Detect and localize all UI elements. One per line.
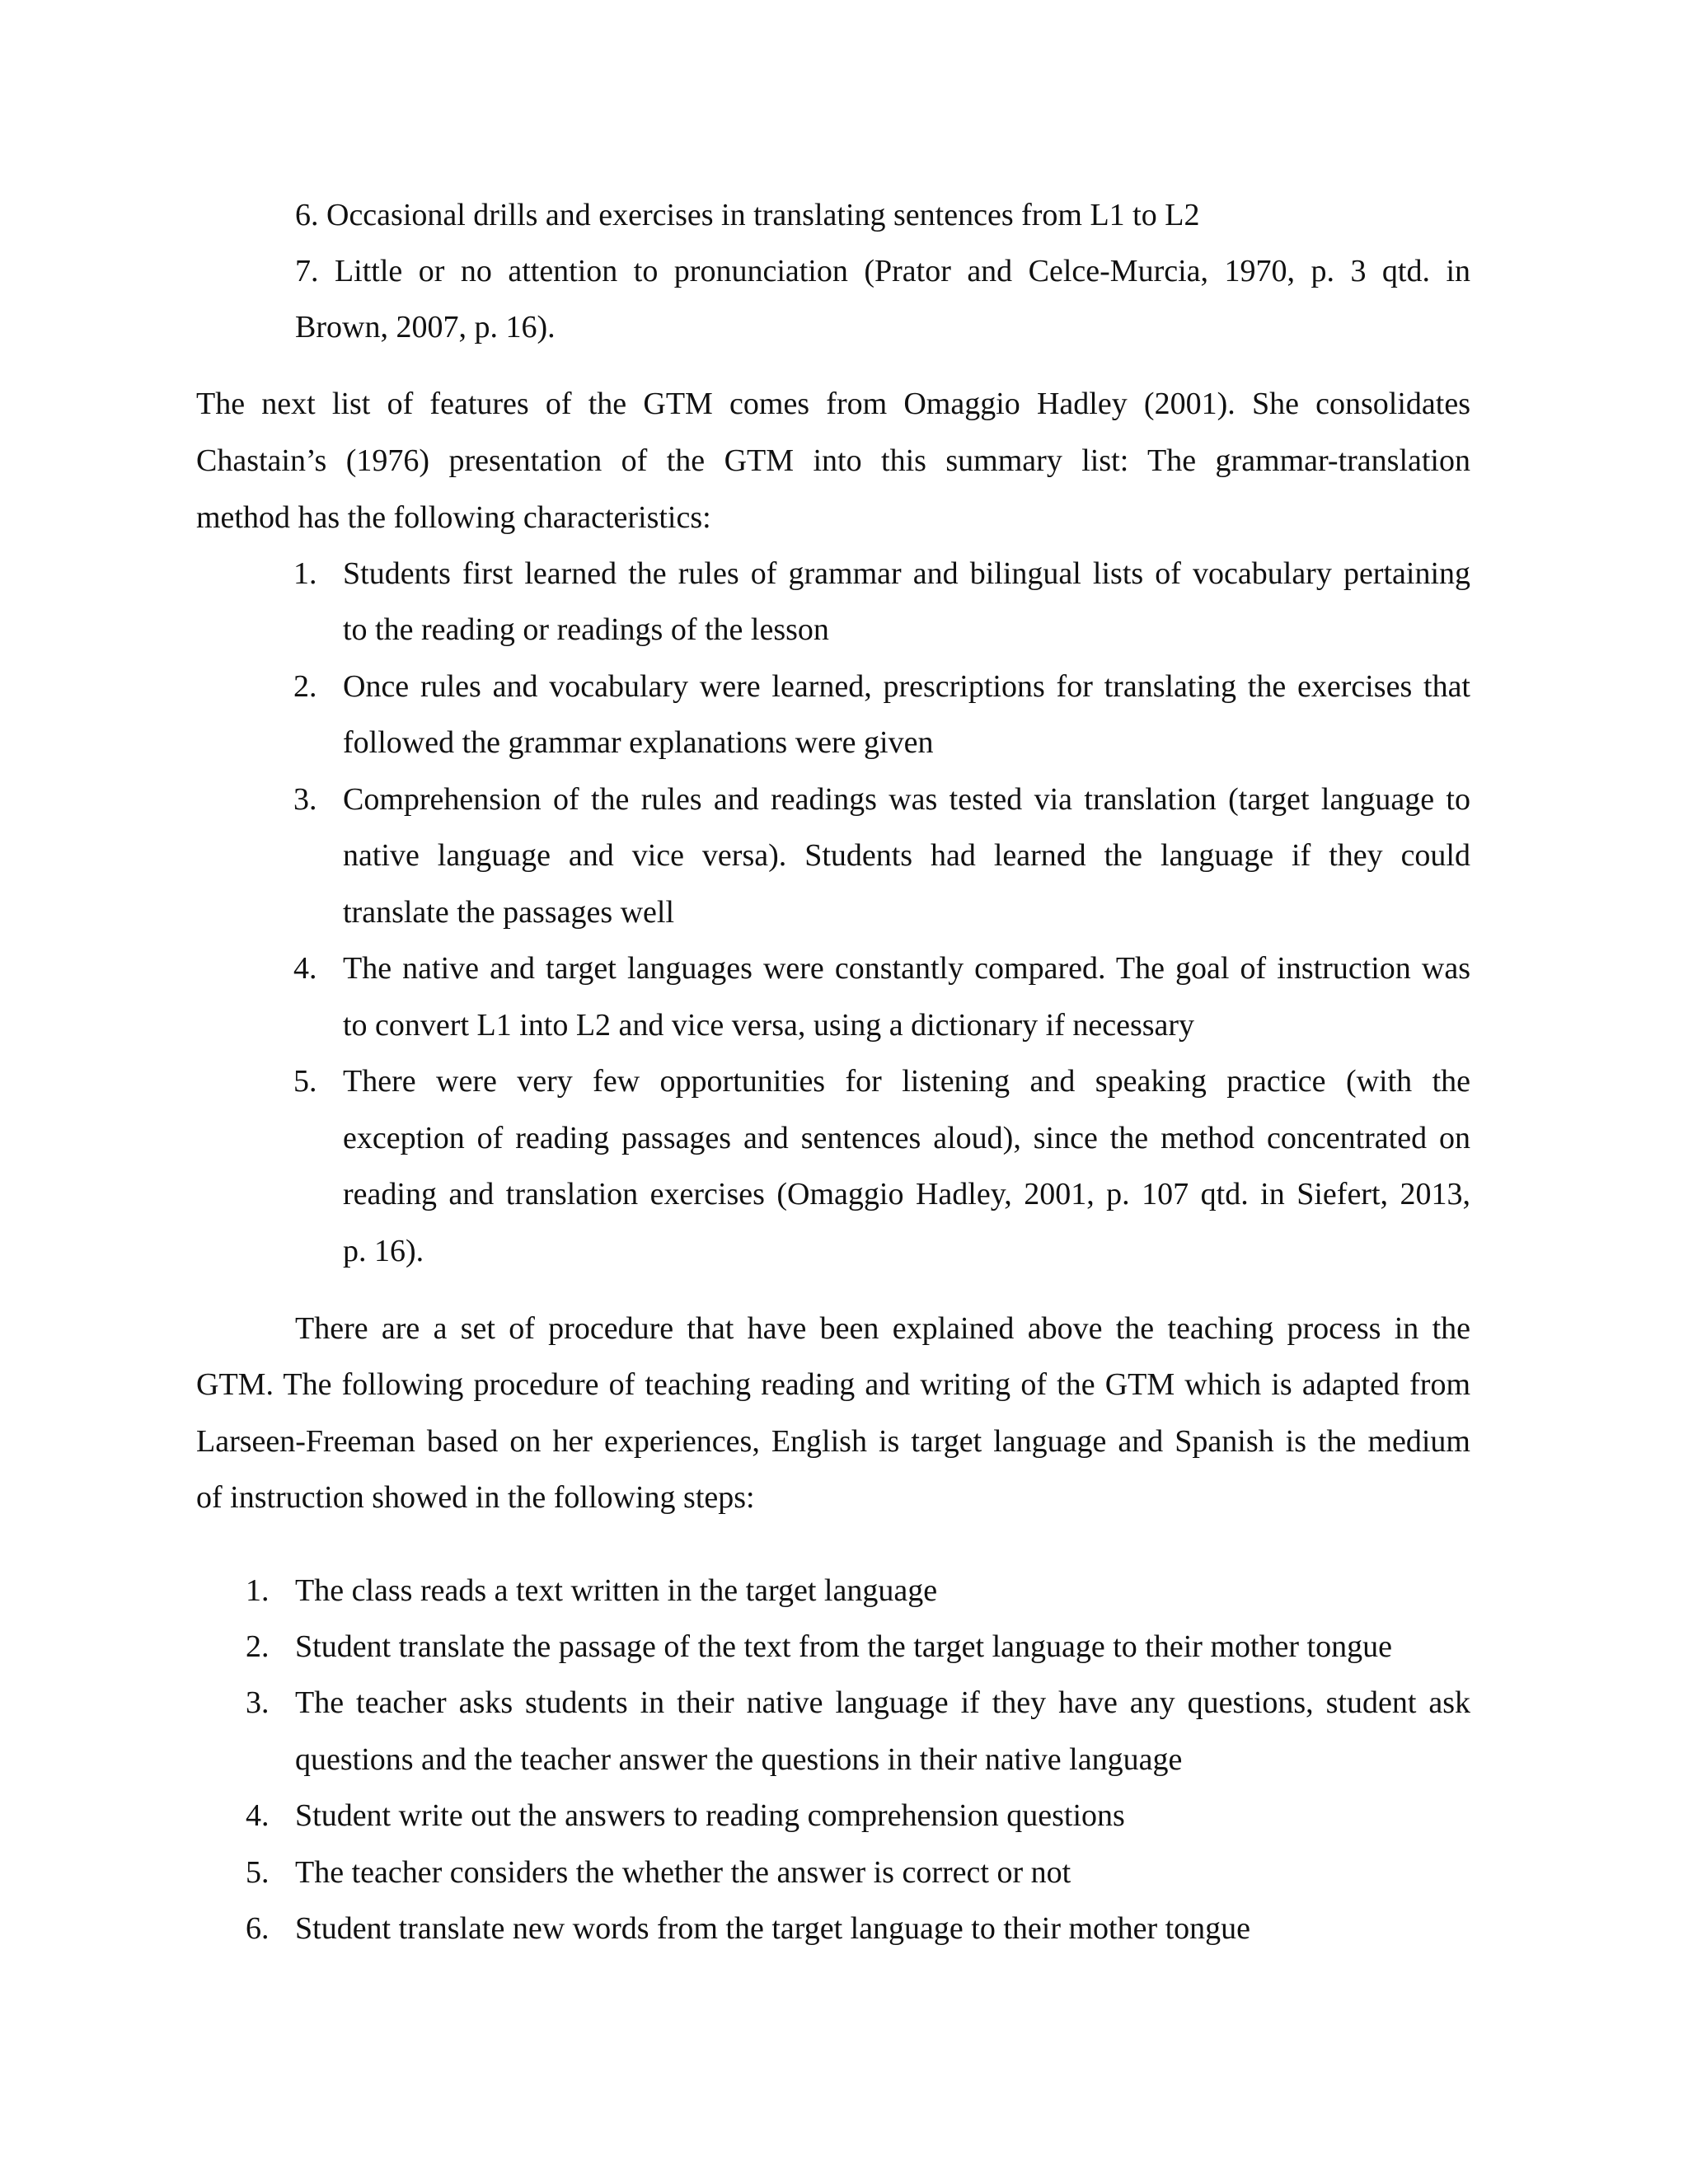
list-1-item-5-line-4: p. 16).	[343, 1234, 424, 1268]
list-1-item-4-number: 4.	[293, 951, 317, 986]
list-1-item-2-line-2: followed the grammar explanations were given	[343, 725, 934, 760]
list-1-item-2-line-1: Once rules and vocabulary were learned, prescriptions for translating the exercises that	[343, 669, 1470, 704]
list-1-item-1-line-1: Students first learned the rules of grammar and bilingual lists of vocabulary pertaining	[343, 556, 1470, 591]
list-1-item-3-line-1: Comprehension of the rules and readings was tested via translation (target language to	[343, 782, 1470, 817]
top-list-item-6-line-1: 6. Occasional drills and exercises in translating sentences from L1 to L2	[295, 198, 1200, 232]
top-list-item-7-line-1: 7. Little or no attention to pronunciation (Prator and Celce-Murcia, 1970, p. 3 qtd. in	[295, 254, 1470, 288]
list-1-item-1-number: 1.	[293, 556, 317, 591]
list-2-item-3-line-1: The teacher asks students in their native language if they have any questions, student ask	[295, 1685, 1470, 1720]
list-2-item-1-number: 1.	[246, 1573, 270, 1608]
list-1-item-4-line-2: to convert L1 into L2 and vice versa, using a dictionary if necessary	[343, 1008, 1195, 1043]
list-2-item-2-line-1: Student translate the passage of the text from the target language to their mother tongue	[295, 1629, 1393, 1664]
list-2-item-5-number: 5.	[246, 1855, 270, 1890]
list-2-item-3-number: 3.	[246, 1685, 270, 1720]
paragraph-2-line-3: Larseen-Freeman based on her experiences, English is target language and Spanish is the medium	[196, 1424, 1470, 1459]
list-2-item-5-line-1: The teacher considers the whether the answer is correct or not	[295, 1855, 1071, 1890]
list-1-item-3-line-2: native language and vice versa). Students had learned the language if they could	[343, 838, 1470, 873]
paragraph-1-line-1: The next list of features of the GTM comes from Omaggio Hadley (2001). She consolidates	[196, 387, 1470, 421]
list-1-item-5-line-1: There were very few opportunities for listening and speaking practice (with the	[343, 1064, 1470, 1099]
list-1-item-3-number: 3.	[293, 782, 317, 817]
list-1-item-1-line-2: to the reading or readings of the lesson	[343, 612, 829, 647]
list-1-item-4-line-1: The native and target languages were constantly compared. The goal of instruction was	[343, 951, 1470, 986]
paragraph-2-line-1: There are a set of procedure that have been explained above the teaching process in the	[295, 1311, 1470, 1346]
paragraph-1-line-2: Chastain’s (1976) presentation of the GTM into this summary list: The grammar-translation	[196, 443, 1470, 478]
list-1-item-3-line-3: translate the passages well	[343, 895, 675, 930]
paragraph-2-line-2: GTM. The following procedure of teaching reading and writing of the GTM which is adapted from	[196, 1367, 1470, 1402]
list-1-item-2-number: 2.	[293, 669, 317, 704]
list-1-item-5-line-2: exception of reading passages and sentences aloud), since the method concentrated on	[343, 1121, 1470, 1155]
list-2-item-2-number: 2.	[246, 1629, 270, 1664]
top-list-item-7-line-2: Brown, 2007, p. 16).	[295, 310, 556, 344]
paragraph-1-line-3: method has the following characteristics:	[196, 500, 711, 535]
list-2-item-6-number: 6.	[246, 1911, 270, 1946]
list-2-item-4-line-1: Student write out the answers to reading comprehension questions	[295, 1798, 1125, 1833]
list-1-item-5-number: 5.	[293, 1064, 317, 1099]
list-2-item-1-line-1: The class reads a text written in the target language	[295, 1573, 938, 1608]
paragraph-2-line-4: of instruction showed in the following steps:	[196, 1480, 755, 1515]
list-1-item-5-line-3: reading and translation exercises (Omaggio Hadley, 2001, p. 107 qtd. in Siefert, 2013,	[343, 1177, 1470, 1212]
list-2-item-4-number: 4.	[246, 1798, 270, 1833]
list-2-item-6-line-1: Student translate new words from the target language to their mother tongue	[295, 1911, 1251, 1946]
list-2-item-3-line-2: questions and the teacher answer the questions in their native language	[295, 1742, 1183, 1777]
